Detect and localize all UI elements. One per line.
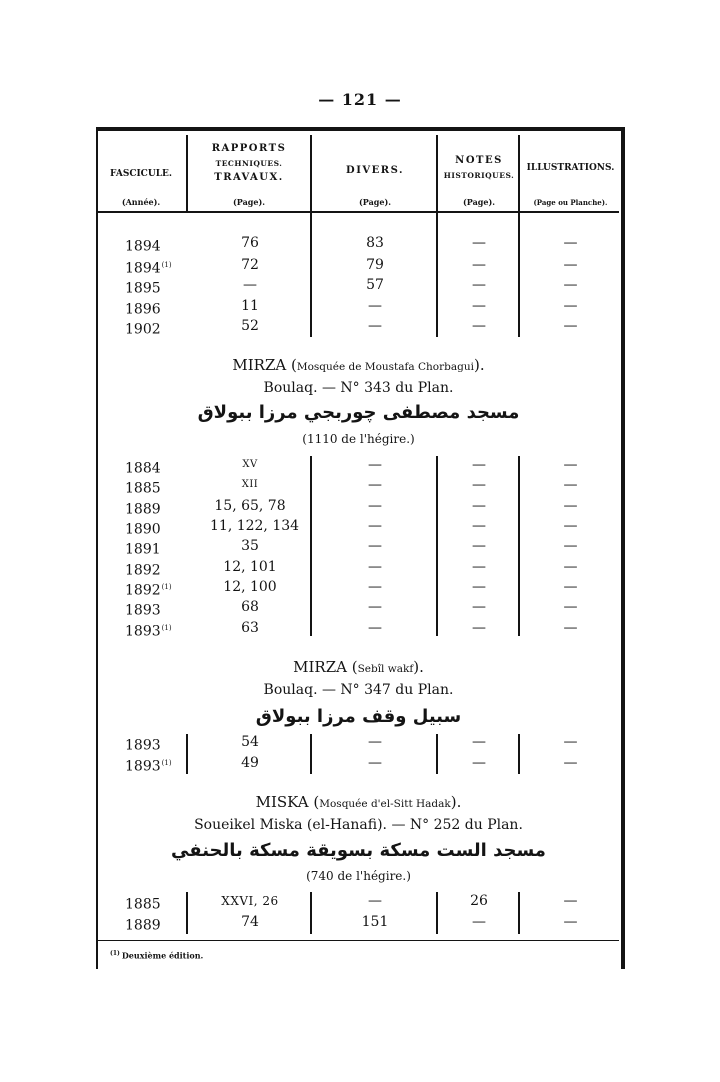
divers-cell: 79 [366, 257, 384, 273]
illustrations-cell: — [563, 518, 578, 534]
header-divider [518, 135, 520, 211]
header-notes-line1: NOTES [455, 155, 503, 166]
notes-cell: — [472, 518, 486, 534]
divers-cell: — [368, 298, 382, 314]
table-row [98, 275, 619, 295]
illustrations-cell: — [563, 318, 578, 334]
notes-cell: — [472, 579, 486, 595]
entry-arabic: مسجد مصطفى چوربجي مرزا ببولاق [197, 402, 520, 423]
table-row [98, 496, 619, 516]
divers-cell: — [368, 559, 382, 575]
divers-cell: 83 [366, 235, 384, 251]
year-cell: 1892$^{(1)}$ [125, 582, 172, 599]
illustrations-cell: — [563, 457, 578, 473]
illustrations-cell: — [563, 477, 578, 493]
rapports-cell: XXVI, 26 [221, 894, 279, 908]
table-row [98, 233, 619, 253]
year-cell: 1893$^{(1)}$ [125, 758, 172, 775]
entry-location: Boulaq. — N° 343 du Plan. [263, 380, 454, 396]
year-cell: 1892 [125, 562, 161, 579]
table-row [98, 557, 619, 577]
divers-cell: — [368, 755, 382, 771]
header-fascicule-label: FASCICULE. [109, 169, 173, 179]
illustrations-cell: — [563, 498, 578, 514]
notes-cell: 26 [470, 893, 488, 909]
table-row [98, 618, 619, 638]
divers-cell: — [368, 893, 382, 909]
header-divers-label: DIVERS. [346, 165, 404, 176]
header-fascicule-sub: (Année). [121, 197, 161, 207]
year-cell: 1893 [125, 602, 161, 619]
notes-cell: — [472, 599, 486, 615]
illustrations-cell: — [563, 914, 578, 930]
year-cell: 1893 [125, 737, 161, 754]
header-divider [186, 135, 188, 211]
notes-cell: — [472, 277, 486, 293]
header-illustrations [522, 131, 619, 211]
rapports-cell: 52 [241, 318, 259, 334]
table-row [98, 732, 619, 752]
rapports-cell: 12, 101 [223, 559, 277, 575]
rapports-cell: 76 [241, 235, 259, 251]
notes-cell: — [472, 620, 486, 636]
notes-cell: — [472, 298, 486, 314]
year-cell: 1894 [125, 238, 161, 255]
year-cell: 1893$^{(1)}$ [125, 623, 172, 640]
divers-cell: 57 [366, 277, 384, 293]
divers-cell: 151 [361, 914, 389, 930]
table-row [98, 316, 619, 336]
header-divider [310, 135, 312, 211]
header-notes-sub: (Page). [462, 197, 496, 207]
table-header [98, 131, 619, 213]
rapports-cell: XV [242, 459, 258, 470]
header-notes-line2: HISTORIQUES. [443, 171, 515, 180]
rapports-cell: 54 [241, 734, 259, 750]
table-row [98, 455, 619, 475]
notes-cell: — [472, 257, 486, 273]
notes-cell: — [472, 538, 486, 554]
illustrations-cell: — [563, 579, 578, 595]
entry-title: MISKA (Mosquée d'el-Sitt Hadak). [255, 793, 462, 811]
divers-cell: — [368, 599, 382, 615]
entry-arabic: مسجد الست مسكة بسويقة مسكة بالحنفي [171, 840, 546, 861]
divers-cell: — [368, 579, 382, 595]
header-rapports [188, 131, 310, 211]
year-cell: 1885 [125, 480, 161, 497]
year-cell: 1891 [125, 541, 161, 558]
illustrations-cell: — [563, 538, 578, 554]
rapports-cell: 68 [241, 599, 259, 615]
illustrations-cell: — [563, 257, 578, 273]
notes-cell: — [472, 235, 486, 251]
illustrations-cell: — [563, 620, 578, 636]
table-row [98, 255, 619, 275]
rapports-cell: 35 [241, 538, 259, 554]
table-row [98, 475, 619, 495]
header-rapports-sub: (Page). [232, 197, 266, 207]
year-cell: 1884 [125, 460, 161, 477]
rapports-cell: 11 [241, 298, 259, 314]
year-cell: 1896 [125, 301, 161, 318]
notes-cell: — [472, 318, 486, 334]
footnote-rule [98, 940, 619, 941]
divers-cell: — [368, 318, 382, 334]
table-row [98, 577, 619, 597]
header-rapports-line2: TECHNIQUES. [215, 159, 283, 168]
footnote-text: Deuxième édition. [121, 950, 204, 961]
rapports-cell: 12, 100 [223, 579, 277, 595]
table-row [98, 296, 619, 316]
illustrations-cell: — [563, 755, 578, 771]
divers-cell: — [368, 477, 382, 493]
header-divers [314, 131, 436, 211]
illustrations-cell: — [563, 599, 578, 615]
illustrations-cell: — [563, 893, 578, 909]
header-notes [440, 131, 518, 211]
illustrations-cell: — [563, 559, 578, 575]
page-number: — 121 — [318, 90, 402, 109]
divers-cell: — [368, 498, 382, 514]
table-row [98, 597, 619, 617]
divers-cell: — [368, 538, 382, 554]
year-cell: 1902 [125, 321, 161, 338]
entry-title: MIRZA (Mosquée de Moustafa Chorbagui). [232, 356, 485, 374]
header-divers-sub: (Page). [358, 197, 392, 207]
entry-location: Soueikel Miska (el-Hanafi). — N° 252 du Plan. [194, 817, 523, 833]
rapports-cell: 63 [241, 620, 259, 636]
rapports-cell: 72 [241, 257, 259, 273]
notes-cell: — [472, 457, 486, 473]
entry-date: (1110 de l'hégire.) [302, 432, 415, 446]
divers-cell: — [368, 518, 382, 534]
notes-cell: — [472, 755, 486, 771]
notes-cell: — [472, 914, 486, 930]
rapports-cell: 49 [241, 755, 259, 771]
footnote [110, 950, 203, 961]
illustrations-cell: — [563, 235, 578, 251]
header-divider [436, 135, 438, 211]
year-cell: 1894$^{(1)}$ [125, 260, 172, 277]
notes-cell: — [472, 734, 486, 750]
notes-cell: — [472, 498, 486, 514]
notes-cell: — [472, 559, 486, 575]
table-row [98, 891, 619, 911]
entry-title: MIRZA (Sebîl wakf). [293, 658, 424, 676]
year-cell: 1889 [125, 917, 161, 934]
notes-cell: — [472, 477, 486, 493]
header-fascicule [98, 131, 184, 211]
divers-cell: — [368, 620, 382, 636]
entry-date: (740 de l'hégire.) [306, 869, 411, 883]
year-cell: 1885 [125, 896, 161, 913]
rapports-cell: 74 [241, 914, 259, 930]
illustrations-cell: — [563, 734, 578, 750]
year-cell: 1895 [125, 280, 161, 297]
table-row [98, 912, 619, 932]
header-illustrations-label: ILLUSTRATIONS. [526, 163, 615, 173]
table-row [98, 516, 619, 536]
year-cell: 1889 [125, 501, 161, 518]
rapports-cell: 15, 65, 78 [214, 498, 286, 514]
rapports-cell: XII [241, 479, 259, 490]
divers-cell: — [368, 734, 382, 750]
year-cell: 1890 [125, 521, 161, 538]
header-rapports-line3: TRAVAUX. [214, 172, 284, 183]
footnote-mark: (1) [110, 950, 120, 957]
table-row [98, 536, 619, 556]
rapports-cell: 11, 122, 134 [210, 518, 300, 534]
entry-location: Boulaq. — N° 347 du Plan. [263, 682, 454, 698]
entry-arabic: سبيل وقف مرزا ببولاق [255, 706, 462, 727]
header-illustrations-sub: (Page ou Planche). [533, 198, 608, 207]
illustrations-cell: — [563, 277, 578, 293]
divers-cell: — [368, 457, 382, 473]
header-rapports-line1: RAPPORTS [211, 143, 287, 154]
rapports-cell: — [243, 277, 257, 293]
table-row [98, 753, 619, 773]
illustrations-cell: — [563, 298, 578, 314]
